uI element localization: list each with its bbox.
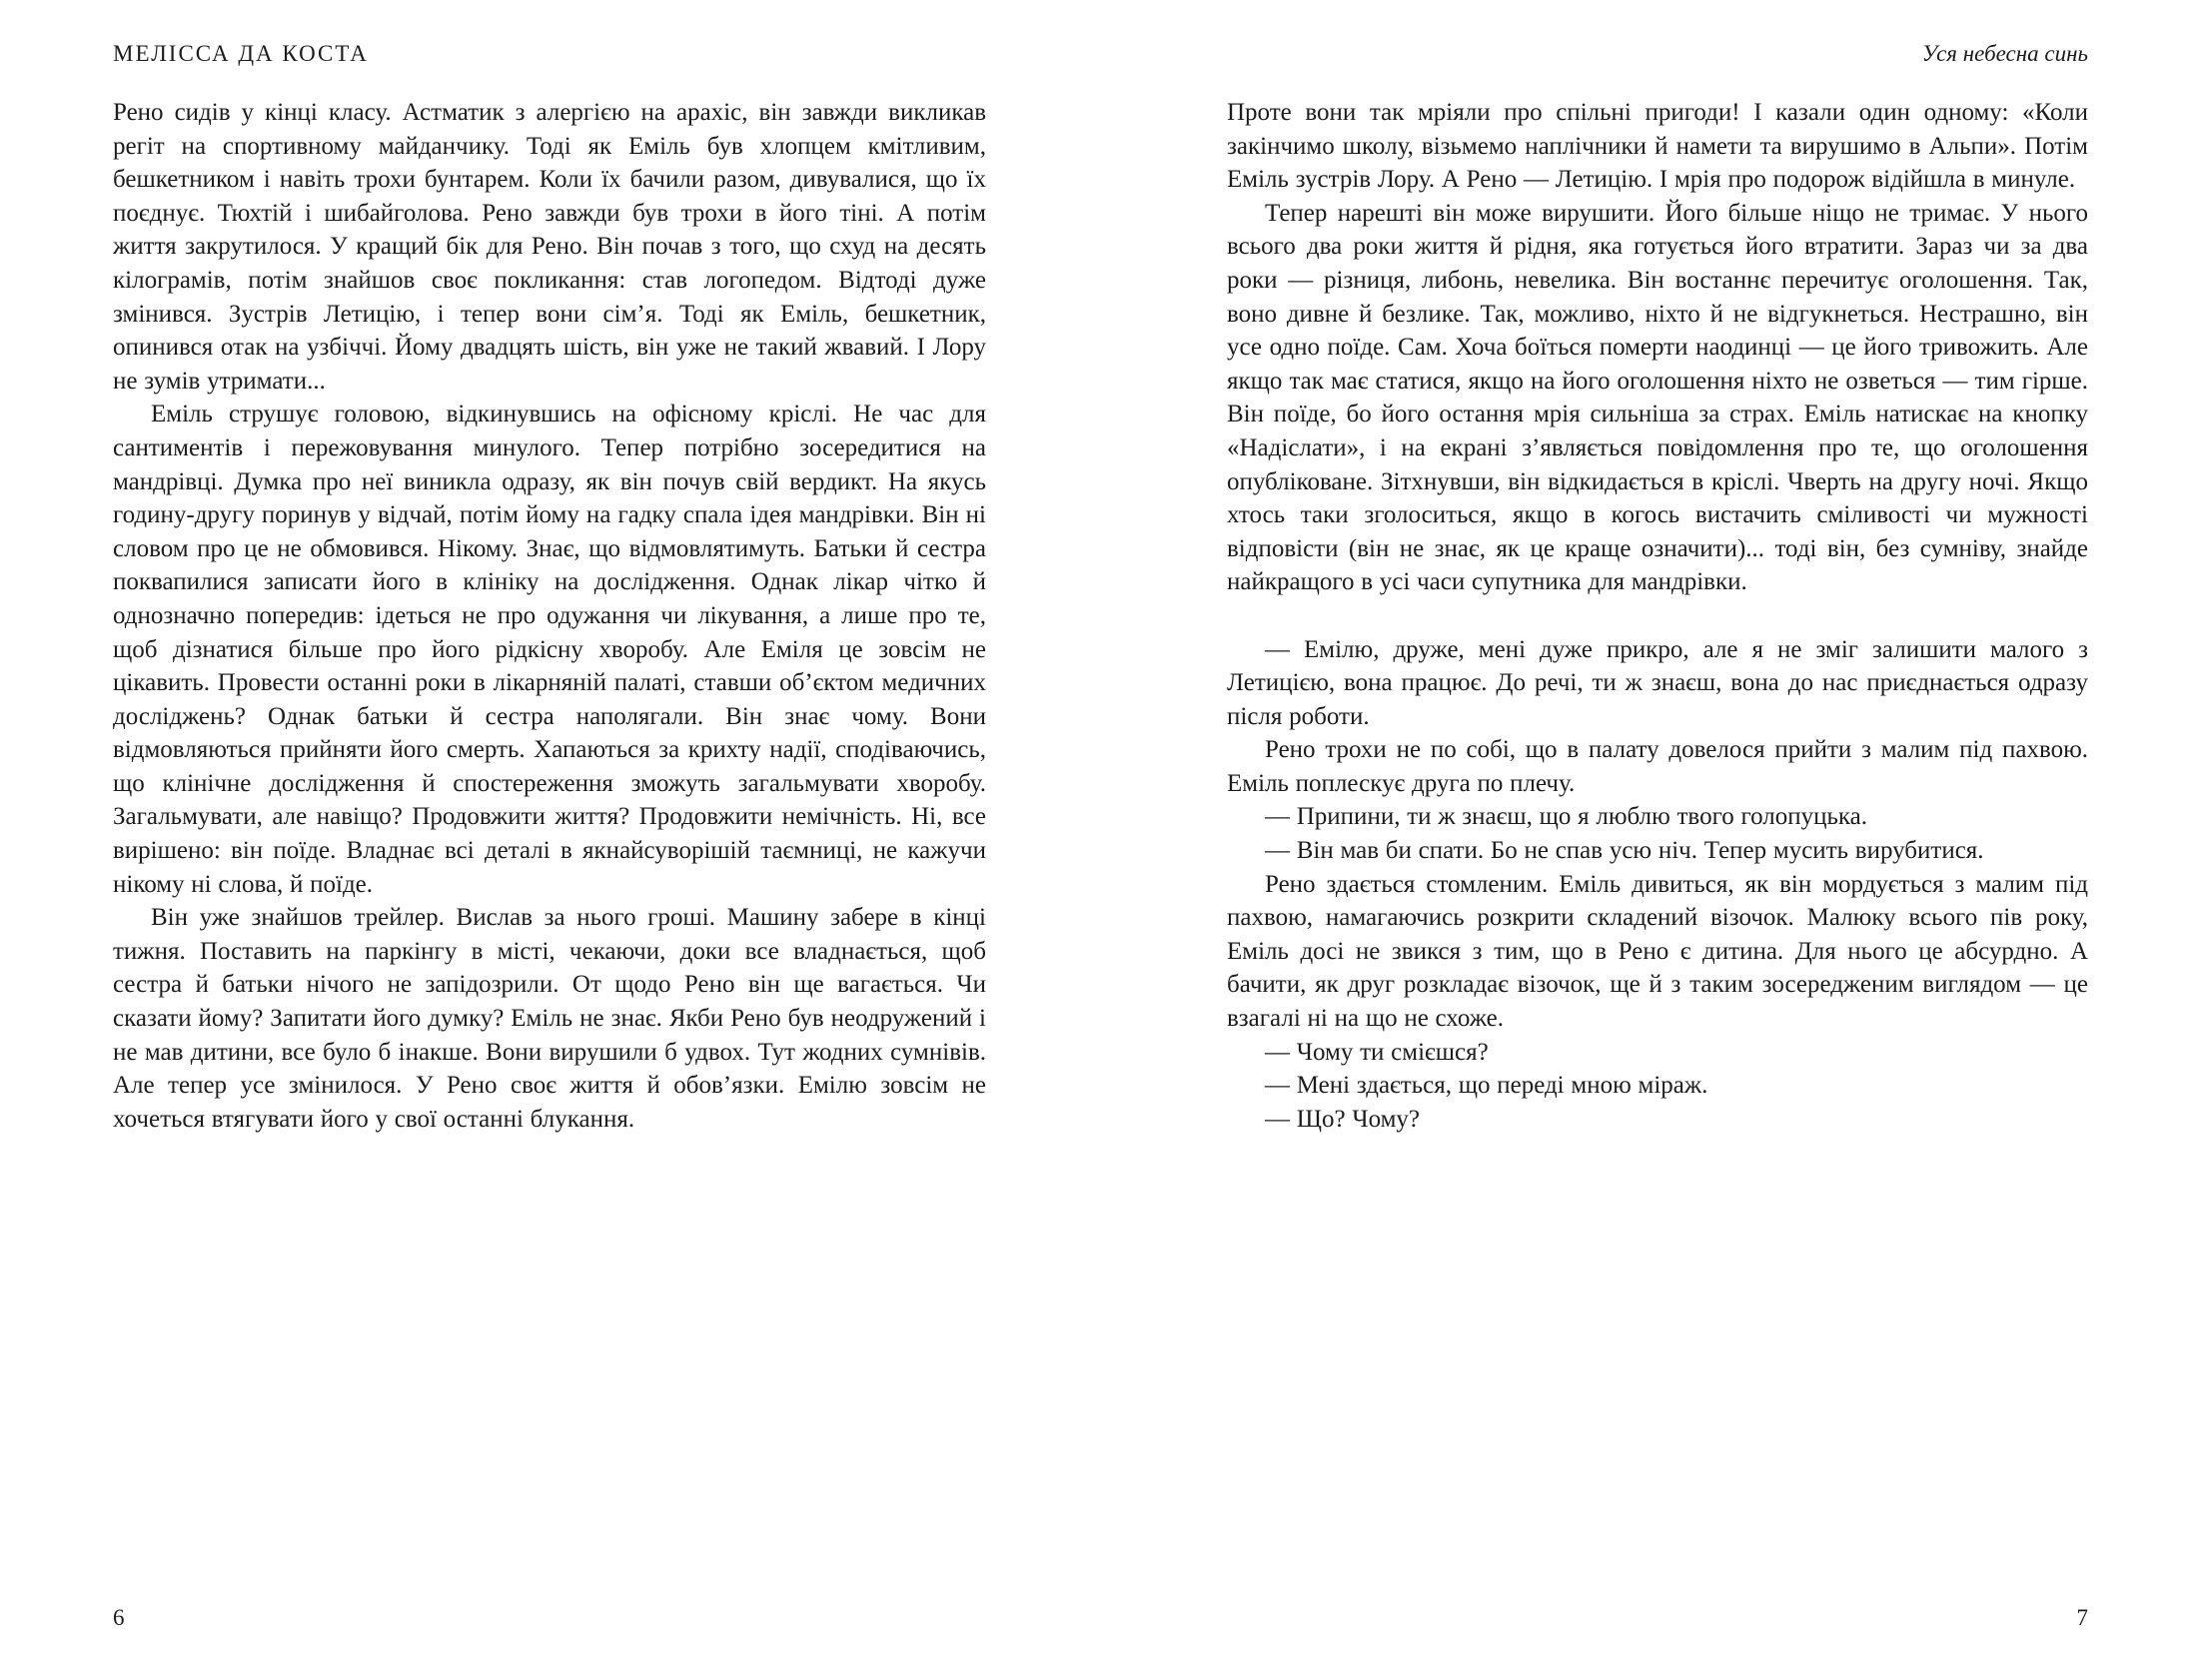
page-right — [1227, 0, 2088, 1680]
paragraph: Рено здається стомленим. Еміль дивиться, як він мордується з малим під пахвою, намагаючись розкрити складений візочок. Малюку всього пів року, Еміль досі не звикся з тим, що в Рено є дитина. Для нього це абсурдно. А бачити, як друг розкладає візочок, ще й з таким зосередженим виглядом — це взагалі ні на що не схоже. — [1227, 870, 2088, 1033]
paragraph: Еміль струшує головою, відкинувшись на офісному кріслі. Не час для сантиментів і пережовування минулого. Тепер потрібно зосередитися на мандрівці. Думка про неї виникла одразу, як він почув свій вердикт. На якусь годину-другу поринув у відчай, потім йому на гадку спала ідея мандрівки. Він ні словом про це не обмовився. Нікому. Знає, що відмовлятимуть. Батьки й сестра поквапилися записати його в клініку на дослідження. Однак лікар чітко й однозначно попередив: ідеться не про одужання чи лікування, а лише про те, щоб дізнатися більше про його рідкісну хворобу. Але Еміля це зовсім не цікавить. Провести останні роки в лікарняній палаті, ставши об’єктом медичних досліджень? Однак батьки й сестра наполягали. Він знає чому. Вони відмовляються прийняти його смерть. Хапаються за крихту надії, сподіваючись, що клінічне дослідження й спостереження зможуть загальмувати хворобу. Загальмувати, але навіщо? Продовжити життя? Продовжити немічність. Ні, все вирішено: він поїде. Владнає всі деталі в якнайсуворішій таємниці, не кажучи нікому ні слова, й поїде. — [113, 401, 986, 898]
paragraph: Він уже знайшов трейлер. Вислав за нього гроші. Машину забере в кінці тижня. Поставить на паркінгу в місті, чекаючи, доки все владнається, щоб сестра й батьки нічого не запідозрили. От щодо Рено він ще вагається. Чи сказати йому? Запитати його думку? Еміль не знає. Якби Рено був неодружений і не мав дитини, все було б інакше. Вони вирушили б удвох. Тут жодних сумнівів. Але тепер усе змінилося. У Рено своє життя й обов’язки. Емілю зовсім не хочеться втягувати його у свої останні блукання. — [113, 904, 986, 1133]
paragraph: Проте вони так мріяли про спільні пригоди! І казали один одному: «Коли закінчимо школу, візьмемо наплічники й намети та вирушимо в Альпи». Потім Еміль зустрів Лору. А Рено — Летицію. І мрія про подорож відійшла в минуле. — [1227, 99, 2088, 194]
page-left — [113, 0, 986, 1680]
dialogue-line: — Мені здається, що переді мною міраж. — [1265, 1072, 1708, 1100]
running-header-title: Уся небесна синь — [1921, 41, 2088, 66]
dialogue-line: — Емілю, друже, мені дуже прикро, але я не зміг залишити малого з Летицією, вона працює. До речі, ти ж знаєш, вона до нас приєднається одразу після роботи. — [1227, 635, 2088, 730]
dialogue-line: — Він мав би спати. Бо не спав усю ніч. Тепер мусить вирубитися. — [1265, 837, 1984, 865]
running-header-author: МЕЛІССА ДА КОСТА — [113, 41, 369, 66]
dialogue-line: — Чому ти смієшся? — [1265, 1038, 1489, 1066]
paragraph: Тепер нарешті він може вирушити. Його більше ніщо не тримає. У нього всього два роки життя й рідня, яка готується його втратити. Зараз чи за два роки — різниця, либонь, невелика. Він востаннє перечитує оголошення. Так, воно дивне й безлике. Так, можливо, ніхто й не відгукнеться. Нестрашно, він усе одно поїде. Сам. Хоча боїться померти наодинці — це його тривожить. Але якщо так має статися, якщо на його оголошення ніхто не озветься — тим гірше. Він поїде, бо його остання мрія сильніша за страх. Еміль натискає на кнопку «Надіслати», і на екрані з’являється повідомлення про те, що оголошення опубліковане. Зітхнувши, він відкидається в кріслі. Чверть на другу ночі. Якщо хтось таки зголоситься, якщо в когось вистачить сміливості чи мужності відповісти (він не знає, як це краще означити)... тоді він, без сумніву, знайде найкращого в усі часи супутника для мандрівки. — [1227, 199, 2088, 596]
dialogue-line: — Що? Чому? — [1265, 1105, 1421, 1133]
paragraph: Рено сидів у кінці класу. Астматик з алергією на арахіс, він завжди викликав регіт на спортивному майданчику. Тоді як Еміль був хлопцем кмітливим, бешкетником і навіть трохи бунтарем. Коли їх бачили разом, дивувалися, що їх поєднує. Тюхтій і шибайголова. Рено завжди був трохи в його тіні. А потім життя закрутилося. У кращий бік для Рено. Він почав з того, що схуд на десять кілограмів, потім знайшов своє покликання: став логопедом. Відтоді дуже змінився. Зустрів Летицію, і тепер вони сім’я. Тоді як Еміль, бешкетник, опинився отак на узбіччі. Йому двадцять шість, він уже не такий жвавий. І Лору не зумів утримати... — [113, 99, 986, 395]
right-page-body — [1227, 96, 2088, 1136]
page-number-left: 6 — [113, 1605, 125, 1630]
left-page-body — [113, 96, 986, 1136]
page-number-right: 7 — [2076, 1605, 2088, 1630]
dialogue-line: — Припини, ти ж знаєш, що я люблю твого голопуцька. — [1265, 803, 1867, 831]
paragraph: Рено трохи не по собі, що в палату довелося прийти з малим під пахвою. Еміль поплескує друга по плечу. — [1227, 736, 2088, 797]
